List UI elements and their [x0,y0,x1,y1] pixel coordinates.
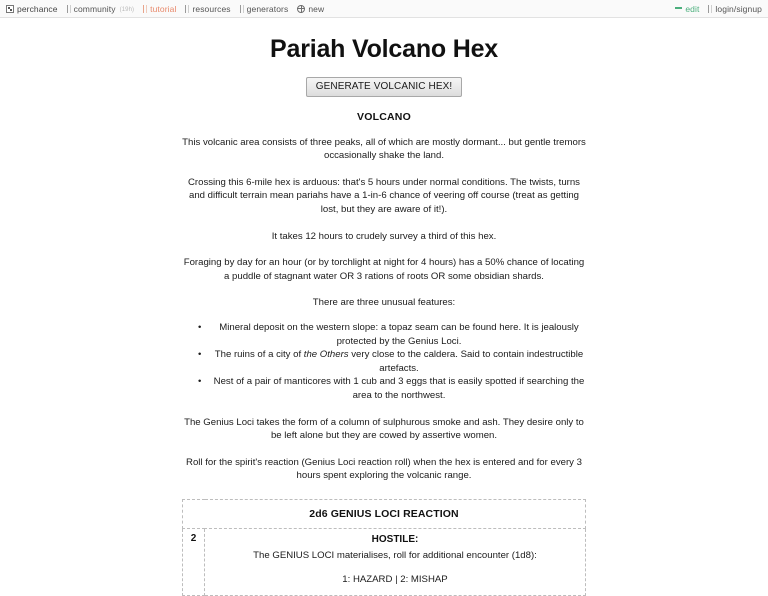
unusual-features-list [182,321,586,403]
bar-icon [240,5,244,13]
result-title: HOSTILE: [371,534,419,546]
paragraph-crossing: Crossing this 6-mile hex is arduous: that's 5 hours under normal conditions. The twists, turns and difficult terrain mean pariahs have a 1-in-6 chance of veering off course (treat as getting lost, but they are aware of it!). [188,176,580,215]
feature-text-pre: Mineral deposit on the western slope: a topaz seam can be found here. It is jealously protected by the Genius Loci. [219,321,579,347]
nav-left-group [6,4,324,14]
genius-loci-reaction-table [182,499,586,596]
result-encounter-list: 1: HAZARD | 2: MISHAP [342,574,448,586]
nav-item-label-edit: edit [685,3,700,14]
nav-item-label-new: new [308,3,325,14]
paragraph-reaction-roll: Roll for the spirit's reaction (Genius Loci reaction roll) when the hex is entered and for every 3 hours spent exploring the volcanic range. [186,456,582,482]
feature-text-pre: The ruins of a city of [214,349,304,361]
nav-item-label-community: community [73,3,116,14]
nav-item-community[interactable] [67,4,135,14]
generate-volcanic-hex-button[interactable]: GENERATE VOLCANIC HEX! [306,77,463,97]
reaction-table-wrapper [182,499,586,596]
perchance-logo-icon [6,5,14,13]
bar-icon [708,5,712,13]
feature-text-italic: the Others [303,349,349,361]
list-item [212,321,586,348]
generate-button-wrapper [182,76,586,97]
generator-content [182,36,586,596]
page-root [0,36,768,596]
nav-item-label-tutorial: tutorial [150,3,177,14]
page-title: Pariah Volcano Hex [270,35,498,63]
top-navigation-bar [0,0,768,18]
feature-text-pre: Nest of a pair of manticores with 1 cub and 3 eggs that is easily spotted if searching the area to the northwest. [213,376,585,402]
bar-icon [185,5,189,13]
table-header-row [183,500,586,529]
paragraph-features-intro: There are three unusual features: [312,297,456,309]
nav-item-edit[interactable] [675,4,699,14]
nav-item-label-perchance: perchance [17,3,58,14]
list-item [212,375,586,402]
result-description: The GENIUS LOCI materialises, roll for additional encounter (1d8): [253,549,537,561]
nav-item-resources[interactable] [185,4,230,14]
nav-item-tutorial[interactable] [143,4,176,14]
nav-badge-community: (19h) [119,6,135,13]
nav-item-label-resources: resources [192,3,231,14]
paragraph-foraging: Foraging by day for an hour (or by torchlight at night for 4 hours) has a 50% chance of locating a puddle of stagnant water OR 3 rations of roots OR some obsidian shards. [183,257,585,282]
pencil-icon [675,7,682,9]
nav-item-generators[interactable] [240,4,289,14]
table-cell-result [205,529,586,596]
feature-text-post: very close to the caldera. Said to contain indestructible artefacts. [348,349,584,374]
nav-item-perchance[interactable] [6,4,58,14]
table-cell-roll-value: 2 [183,529,205,596]
bar-icon [67,5,71,13]
bar-icon [143,5,147,13]
paragraph-genius-loci-form: The Genius Loci takes the form of a column of sulphurous smoke and ash. They desire only to be left alone but they are cowed by assertive women. [184,416,584,442]
table-header-cell: 2d6 GENIUS LOCI REACTION [183,500,586,529]
nav-right-group [675,4,762,14]
nav-item-login-signup[interactable] [708,4,762,14]
nav-item-label-login-signup: login/signup [715,3,762,14]
section-heading-volcano: VOLCANO [357,110,411,123]
globe-icon [297,5,305,13]
paragraph-survey: It takes 12 hours to crudely survey a third of this hex. [271,230,497,242]
nav-item-new[interactable] [297,4,324,14]
list-item [212,348,586,375]
nav-item-label-generators: generators [246,3,289,14]
paragraph-overview: This volcanic area consists of three peaks, all of which are mostly dormant... but gentle tremors occasionally shake the land. [182,136,586,162]
table-row [183,529,586,596]
